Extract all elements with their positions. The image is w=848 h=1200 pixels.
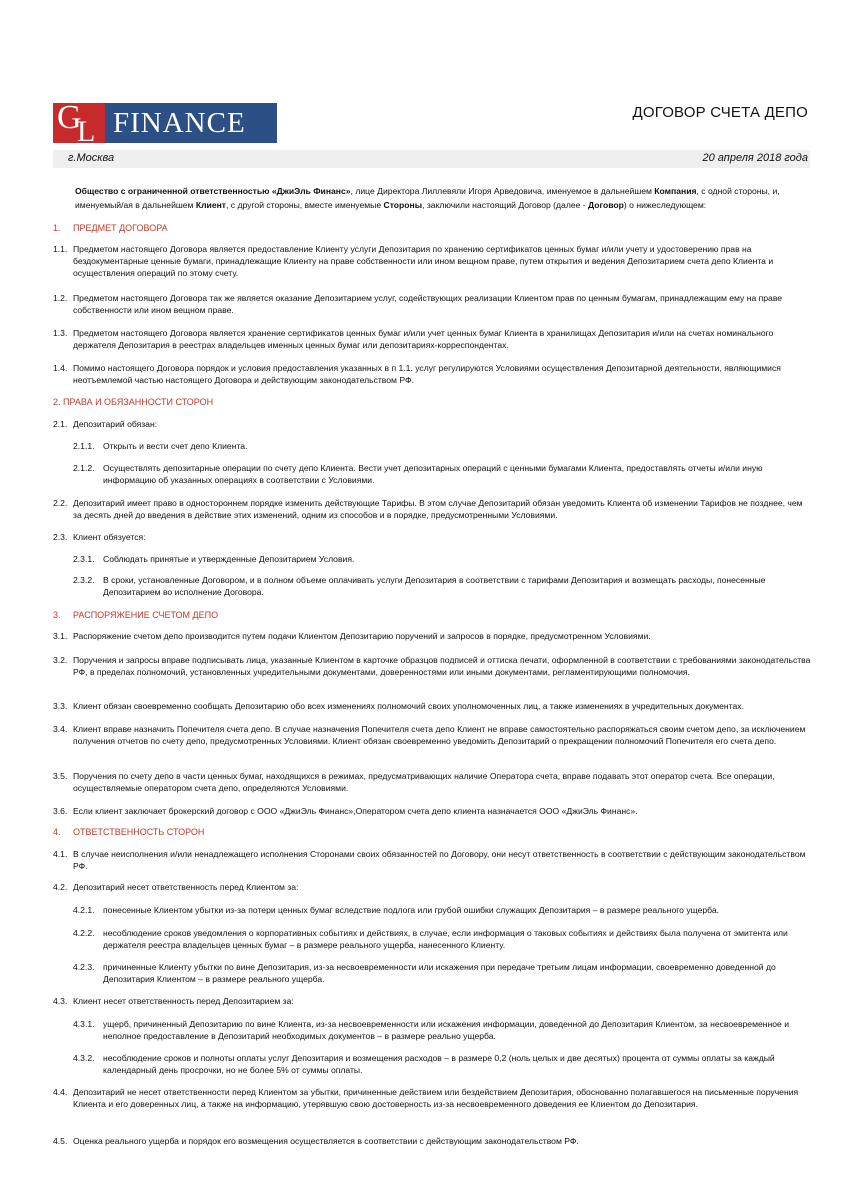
clause-number: 3.4. bbox=[53, 724, 68, 734]
clause-number: 4.2.2. bbox=[73, 928, 95, 938]
clause-number: 4.1. bbox=[53, 849, 68, 859]
clause-text: Депозитарий имеет право в одностороннем порядке изменить действующие Тарифы. В этом случае Депозитарий обязан уведомить Клиента об изменении Тарифов не позднее, чем за десять дней до введения в действие этих изменений, одним из способов и в порядке, предусмотренными Условиями. bbox=[73, 498, 803, 520]
subclause-text: Соблюдать принятые и утвержденные Депозитарием Условия. bbox=[103, 554, 355, 564]
clause-number: 2.3.1. bbox=[73, 554, 95, 564]
intro-text: , заключили настоящий Договор (далее - bbox=[422, 200, 589, 210]
company-name: Общество с ограниченной ответственностью «ДжиЭль Финанс» bbox=[75, 186, 351, 196]
section-number: 1. bbox=[53, 223, 61, 233]
intro-text: , с другой стороны, вместе именуемые bbox=[226, 200, 384, 210]
intro-text: ) о нижеследующем: bbox=[623, 200, 707, 210]
clause-number: 4.3.2. bbox=[73, 1053, 95, 1063]
intro-text: , с одной стороны, и, именуемый/ая в дальнейшем bbox=[75, 186, 780, 210]
clause-number: 2.3.2. bbox=[73, 575, 95, 585]
clause-number: 2.3. bbox=[53, 532, 68, 542]
section-heading: ОТВЕТСТВЕННОСТЬ СТОРОН bbox=[73, 827, 205, 837]
subclause-text: Осуществлять депозитарные операции по счету депо Клиента. Вести учет депозитарных операций с ценными бумагами Клиента, предоставлять отчеты и/или иную информацию об указанных операциях в соответствии с Условиями. bbox=[103, 463, 763, 485]
clause-number: 1.3. bbox=[53, 328, 68, 338]
clause-number: 1.4. bbox=[53, 363, 68, 373]
subclause-text: причиненные Клиенту убытки по вине Депозитария, из-за несвоевременности или искажения при передаче третьим лицам информации, своевременно доведенной до Депозитария Клиентом – в размере реального ущерба. bbox=[103, 962, 776, 984]
clause-text: Клиент обязуется: bbox=[73, 532, 146, 542]
clause-number: 4.2. bbox=[53, 882, 68, 892]
logo-letter-g: G bbox=[57, 103, 82, 136]
clause-text: Клиент вправе назначить Попечителя счета депо. В случае назначения Попечителя счета депо Клиент не вправе самостоятельно распоряжаться своим счетом депо, за исключением получения отчетов по счету депо, предусмотренных Условиями. Клиент обязан своевременно уведомить Депозитарий о прекращении полномочий Попечителя его счета депо. bbox=[73, 724, 806, 746]
clause-number: 3.6. bbox=[53, 806, 68, 816]
logo-letter-l: L bbox=[77, 115, 96, 143]
clause-number: 2.1.2. bbox=[73, 463, 95, 473]
clause-number: 3.2. bbox=[53, 655, 68, 665]
clause-text: Депозитарий несет ответственность перед Клиентом за: bbox=[73, 882, 299, 892]
clause-number: 3.1. bbox=[53, 631, 68, 641]
clause-number: 4.5. bbox=[53, 1136, 68, 1146]
subclause-text: В сроки, установленные Договором, и в полном объеме оплачивать услуги Депозитария в соответствии с тарифами Депозитария и возмещать расходы, понесенные Депозитарием во исполнение Договора. bbox=[103, 575, 766, 597]
clause-text: Распоряжение счетом депо производится путем подачи Клиентом Депозитарию поручений и запросов в порядке, предусмотренном Условиями. bbox=[73, 631, 651, 641]
clause-text: Предметом настоящего Договора является хранение сертификатов ценных бумаг и/или учет ценных бумаг Клиента в хранилищах Депозитария и/или на счетах номинального держателя Депозитария в реестрах владельцев именных ценных бумаг или депозитариях-корреспондентах. bbox=[73, 328, 774, 350]
clause-number: 4.2.3. bbox=[73, 962, 95, 972]
subclause-text: ущерб, причиненный Депозитарию по вине Клиента, из-за несвоевременности или искажения информации, доведенной до Депозитария Клиентом, за несвоевременное и неполное предоставление в Депозитарий необходимых документов – в размере реально ущерба. bbox=[103, 1019, 789, 1041]
clause-text: Помимо настоящего Договора порядок и условия предоставления указанных в п 1.1. услуг регулируются Условиями осуществления Депозитарной деятельности, являющимися неотъемлемой частью настоящего Договора и действующим законодательством РФ. bbox=[73, 363, 781, 385]
section-number: 4. bbox=[53, 827, 61, 837]
subclause-text: Открыть и вести счет депо Клиента. bbox=[103, 441, 248, 451]
clause-number: 1.1. bbox=[53, 244, 68, 254]
intro-term: Стороны bbox=[383, 200, 423, 210]
clause-number: 3.3. bbox=[53, 701, 68, 711]
clause-text: В случае неисполнения и/или ненадлежащего исполнения Сторонами своих обязанностей по Договору, они несут ответственность в соответствии с действующим законодательством РФ. bbox=[73, 849, 806, 871]
subclause-text: несоблюдение сроков и полноты оплаты услуг Депозитария и возмещения расходов – в размере 0,2 (ноль целых и две десятых) процента от суммы оплаты за каждый календарный день просрочки, но не более 5% от суммы оплаты. bbox=[103, 1053, 775, 1075]
contract-date: 20 апреля 2018 года bbox=[702, 152, 808, 164]
city-date-bar bbox=[53, 150, 810, 168]
intro-paragraph bbox=[75, 184, 813, 212]
clause-text: Если клиент заключает брокерский договор с ООО «ДжиЭль Финанс»,Оператором счета депо клиента назначается ООО «ДжиЭль Финанс». bbox=[73, 806, 638, 816]
section-number: 3. bbox=[53, 610, 61, 620]
clause-number: 4.3. bbox=[53, 996, 68, 1006]
clause-text: Предметом настоящего Договора так же является оказание Депозитарием услуг, содействующих реализации Клиентом прав по ценным бумагам, принадлежащим ему на праве собственности или ином вещном праве. bbox=[73, 293, 783, 315]
company-logo bbox=[53, 103, 277, 143]
clause-number: 4.3.1. bbox=[73, 1019, 95, 1029]
clause-text: Депозитарий обязан: bbox=[73, 419, 158, 429]
clause-text: Поручения по счету депо в части ценных бумаг, находящихся в режимах, предусматривающих наличие Оператора счета, вправе подавать этот оператор счета. Все операции, осуществляемые оператором счета депо, определяются Условиями. bbox=[73, 771, 775, 793]
clause-number: 1.2. bbox=[53, 293, 68, 303]
intro-text: , лице Директора Лиллевяли Игоря Арведовича, именуемое в дальнейшем bbox=[350, 186, 655, 196]
section-heading: РАСПОРЯЖЕНИЕ СЧЕТОМ ДЕПО bbox=[73, 610, 219, 620]
logo-mark bbox=[53, 103, 105, 143]
clause-number: 2.1. bbox=[53, 419, 68, 429]
document-title: ДОГОВОР СЧЕТА ДЕПО bbox=[632, 104, 808, 121]
section-heading: 2. ПРАВА И ОБЯЗАННОСТИ СТОРОН bbox=[53, 397, 214, 407]
clause-number: 2.2. bbox=[53, 498, 68, 508]
clause-number: 4.2.1. bbox=[73, 905, 95, 915]
logo-wordmark: FINANCE bbox=[105, 103, 277, 143]
subclause-text: понесенные Клиентом убытки из-за потери ценных бумаг вследствие подлога или грубой ошибки служащих Депозитария – в размере реального ущерба. bbox=[103, 905, 720, 915]
clause-number: 4.4. bbox=[53, 1087, 68, 1097]
clause-text: Оценка реального ущерба и порядок его возмещения осуществляется в соответствии с действующим законодательством РФ. bbox=[73, 1136, 579, 1146]
intro-term: Договор bbox=[588, 200, 624, 210]
clause-text: Клиент несет ответственность перед Депозитарием за: bbox=[73, 996, 294, 1006]
city: г.Москва bbox=[68, 152, 115, 164]
clause-number: 2.1.1. bbox=[73, 441, 95, 451]
clause-text: Клиент обязан своевременно сообщать Депозитарию обо всех изменениях полномочий своих уполномоченных лиц, а также изменениях в учредительных документах. bbox=[73, 701, 744, 711]
intro-term: Компания bbox=[654, 186, 697, 196]
clause-text: Предметом настоящего Договора является предоставление Клиенту услуги Депозитария по хранению сертификатов ценных бумаг и/или учету и удостоверению прав на бездокументарные ценные бумаги, принадлежащие Клиенту на праве собственности или ином вещном праве, путем открытия и ведения Депозитарием счета депо Клиента и осуществления операций по этому счету. bbox=[73, 244, 774, 278]
intro-term: Клиент bbox=[195, 200, 227, 210]
clause-number: 3.5. bbox=[53, 771, 68, 781]
clause-text: Поручения и запросы вправе подписывать лица, указанные Клиентом в карточке образцов подписей и оттиска печати, оформленной в соответствии с требованиями законодательства РФ, в пределах полномочий, установленных учредительными документами, доверенностями или иными документами, регламентирующими полномочия. bbox=[73, 655, 811, 677]
subclause-text: несоблюдение сроков уведомления о корпоративных событиях и действиях, в случае, если информация о таковых событиях и действиях была получена от эмитента или держателя реестра владельцев ценных бумаг – в размере реального ущерба, нанесенного Клиенту. bbox=[103, 928, 788, 950]
clause-text: Депозитарий не несет ответственности перед Клиентом за убытки, причиненные действием или бездействием Депозитария, обоснованно полагавшегося на письменные поручения Клиента и его доверенных лиц, а также на информацию, утерявшую свою достоверность из-за несвоевременного доведения ее Клиентом до Депозитария. bbox=[73, 1087, 799, 1109]
section-heading: ПРЕДМЕТ ДОГОВОРА bbox=[73, 223, 168, 233]
